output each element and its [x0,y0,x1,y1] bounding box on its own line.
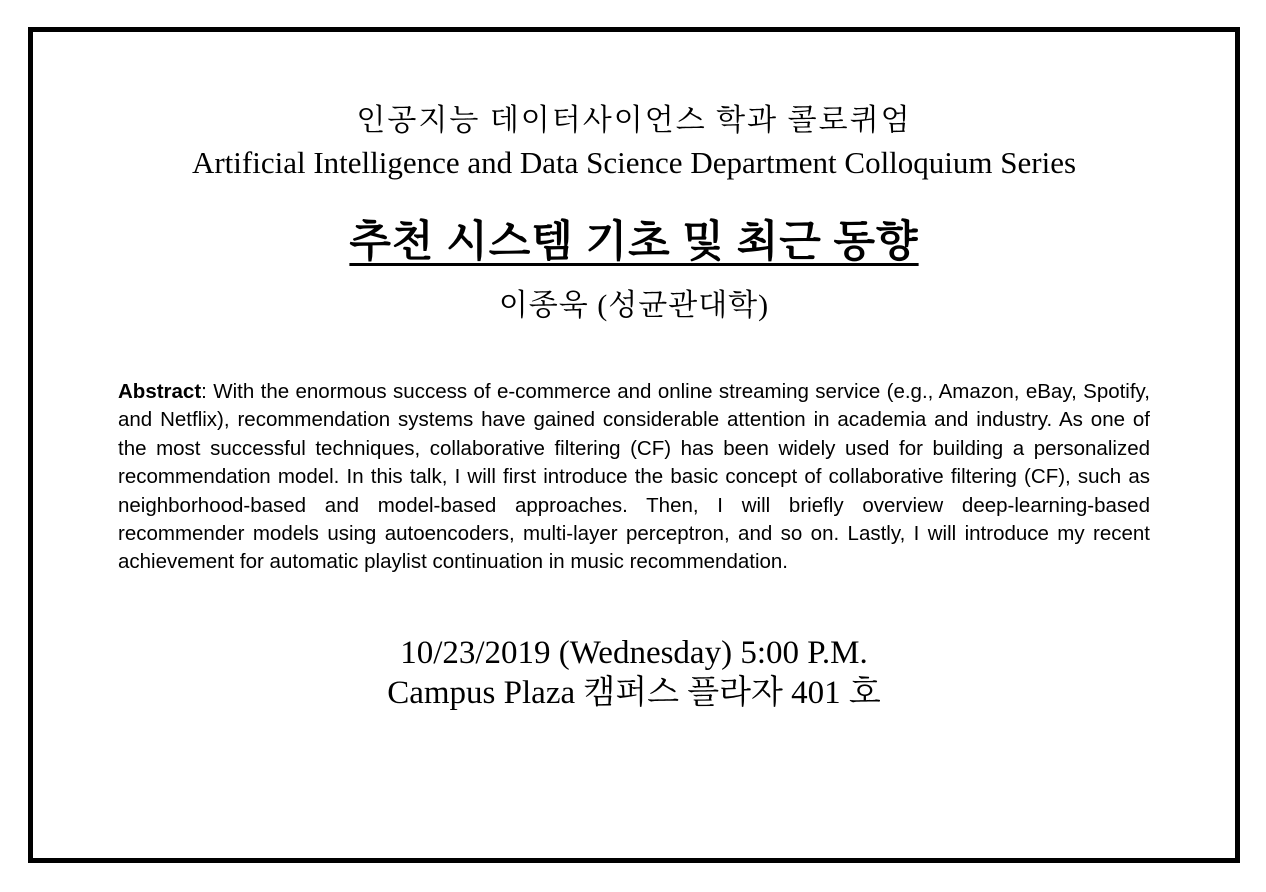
flyer-border-frame [28,27,1240,863]
speaker-name: 이종욱 (성균관대학) [498,289,770,322]
series-title-korean: 인공지능 데이터사이언스 학과 콜로퀴엄 [356,104,912,137]
abstract-paragraph [118,378,1150,577]
event-details [33,633,1235,713]
event-datetime: 10/23/2019 (Wednesday) 5:00 P.M. [400,634,868,671]
talk-title-text: 추천 시스템 기초 및 최근 동향 [349,219,919,266]
series-title-english: Artificial Intelligence and Data Science Department Colloquium Series [191,145,1077,180]
event-location: Campus Plaza 캠퍼스 플라자 401 호 [387,674,881,711]
talk-title [33,216,1235,270]
colloquium-header [33,100,1235,184]
abstract-text: : With the enormous success of e-commerce and online streaming service (e.g., Amazon, eBay, Spotify, and Netflix), recommendation systems have gained considerable attention in academia and industry. As one of the most successful techniques, collaborative filtering (CF) has been widely used for building a personalized recommendation model. In this talk, I will first introduce the basic concept of collaborative filtering (CF), such as neighborhood-based and model-based approaches. Then, I will briefly overview deep-learning-based recommender models using autoencoders, multi-layer perceptron, and so on. Lastly, I will introduce my recent achievement for automatic playlist continuation in music recommendation. [118,380,1150,574]
abstract-label: Abstract [118,380,202,403]
